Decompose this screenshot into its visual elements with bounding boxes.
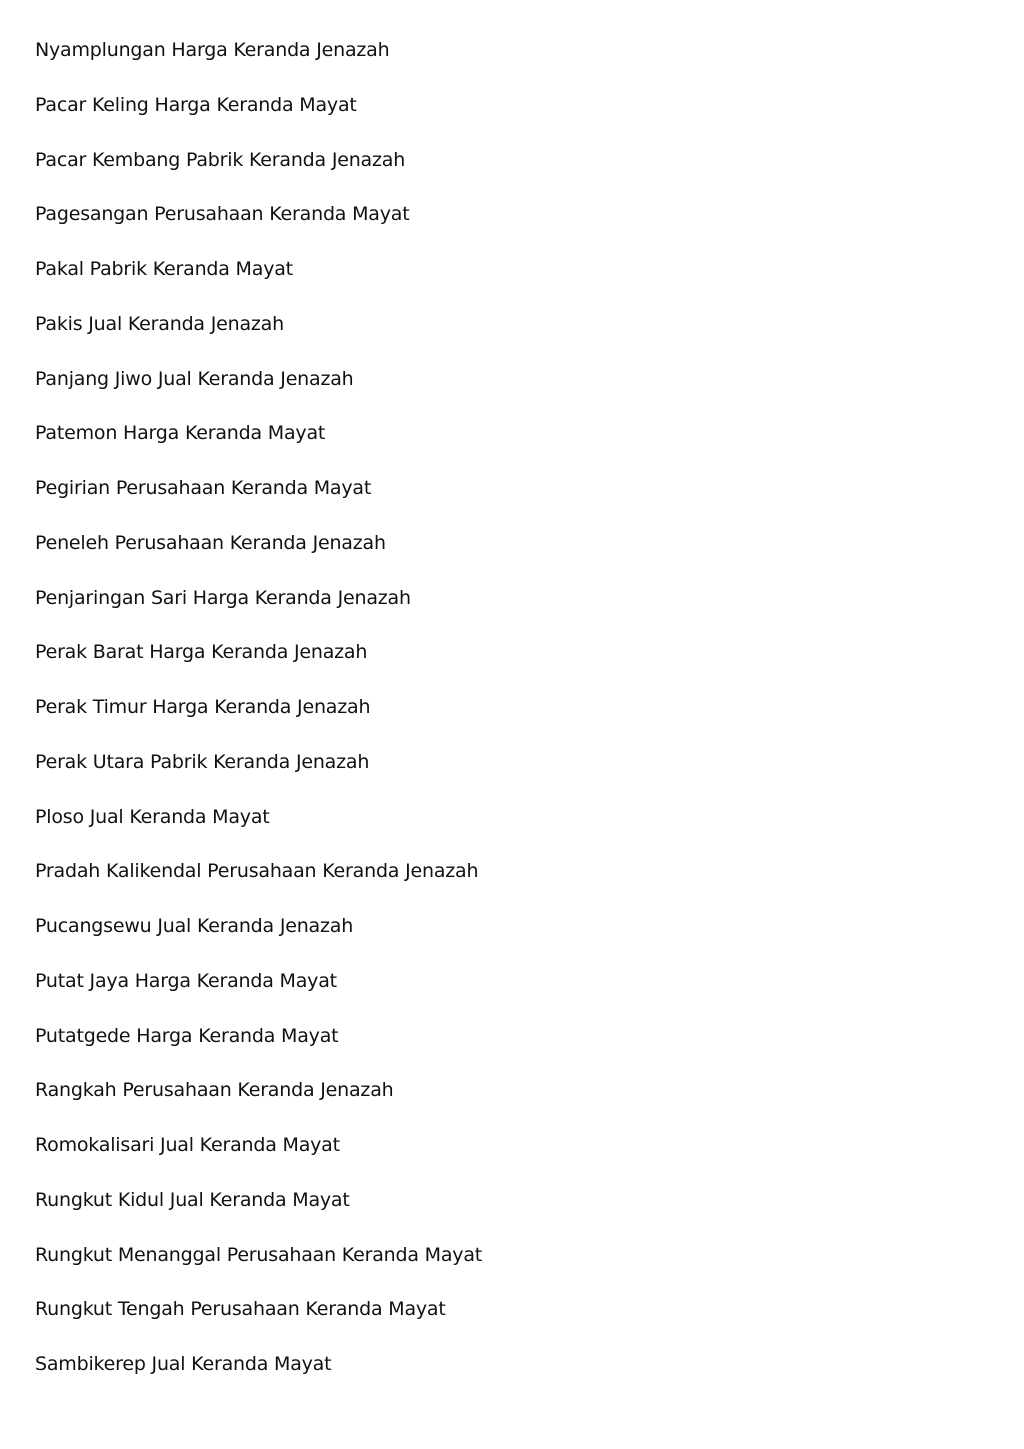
list-item: Nyamplungan Harga Keranda Jenazah — [35, 39, 390, 61]
list-item: Pacar Keling Harga Keranda Mayat — [35, 93, 357, 116]
list-item: Panjang Jiwo Jual Keranda Jenazah — [35, 367, 354, 390]
list-item: Rungkut Tengah Perusahaan Keranda Mayat — [35, 1298, 446, 1321]
list-item: Patemon Harga Keranda Mayat — [35, 422, 326, 445]
list-item: Perak Barat Harga Keranda Jenazah — [35, 641, 368, 664]
list-item: Sambikerep Jual Keranda Mayat — [35, 1353, 332, 1375]
list-item: Pegirian Perusahaan Keranda Mayat — [35, 477, 372, 499]
list-item: Penjaringan Sari Harga Keranda Jenazah — [35, 586, 411, 609]
location-list — [35, 36, 935, 1405]
list-item: Pagesangan Perusahaan Keranda Mayat — [35, 203, 410, 226]
list-item: Pakal Pabrik Keranda Mayat — [35, 258, 293, 280]
list-item: Peneleh Perusahaan Keranda Jenazah — [35, 531, 386, 554]
list-item: Rungkut Kidul Jual Keranda Mayat — [35, 1188, 350, 1211]
list-item: Romokalisari Jual Keranda Mayat — [35, 1134, 340, 1156]
list-item: Perak Timur Harga Keranda Jenazah — [35, 696, 371, 718]
list-item: Putat Jaya Harga Keranda Mayat — [35, 969, 337, 992]
list-item: Pradah Kalikendal Perusahaan Keranda Jenazah — [35, 860, 479, 883]
list-item: Ploso Jual Keranda Mayat — [35, 805, 270, 828]
list-item: Putatgede Harga Keranda Mayat — [35, 1024, 339, 1047]
list-item: Pakis Jual Keranda Jenazah — [35, 312, 284, 335]
list-item: Rangkah Perusahaan Keranda Jenazah — [35, 1079, 394, 1102]
list-item: Pacar Kembang Pabrik Keranda Jenazah — [35, 148, 406, 171]
list-item: Rungkut Menanggal Perusahaan Keranda Mayat — [35, 1243, 483, 1266]
list-item: Pucangsewu Jual Keranda Jenazah — [35, 915, 354, 937]
list-item: Perak Utara Pabrik Keranda Jenazah — [35, 750, 370, 773]
